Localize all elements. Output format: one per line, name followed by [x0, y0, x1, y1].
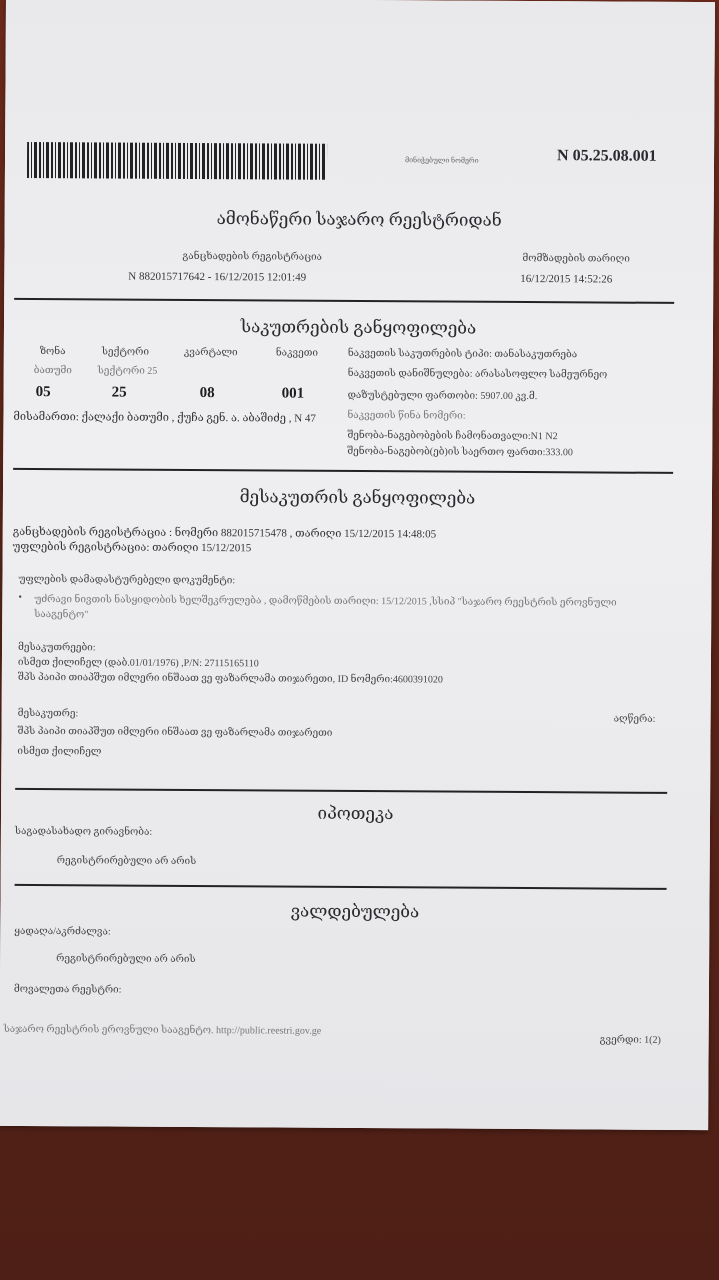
owner-name-individual: ისმეთ ქილიჩელ: [17, 745, 102, 758]
owner-label: მესაკუთრე:: [17, 707, 79, 720]
parcel-code: 001: [281, 385, 305, 402]
obligations-section-title: ვალდებულება: [290, 901, 420, 922]
sector-label: სექტორი: [101, 346, 149, 358]
page-number: გვერდი: 1(2): [599, 1034, 661, 1046]
document-item: უძრავი ნივთის ნასყიდობის ხელშეკრულება , დამოწმების თარიღი: 15/12/2015 ,სსიპ "საჯარო რეესტრის ეროვნული სააგენტო": [34, 594, 617, 621]
issue-date-label: მომზადების თარიღი: [522, 252, 630, 265]
buildings-list: შენობა-ნაგებობების ჩამონათვალი:N1 N2: [347, 429, 558, 443]
divider: [13, 468, 673, 474]
application-registration-value: N 882015717642 - 16/12/2015 12:01:49: [128, 270, 307, 284]
owners-label: მესაკუთრეები:: [18, 641, 96, 654]
bullet-icon: •: [18, 591, 22, 603]
issue-date-value: 16/12/2015 14:52:26: [520, 272, 613, 286]
owner-company: შპს პაიპი თიაპშუთ იმლერი ინშაათ ვე ფაზარლამა თიჯარეთი, ID ნომერი:4600391020: [17, 671, 443, 686]
land-purpose: ნაკვეთის დანიშნულება: არასასოფლო სამეურნეო: [347, 367, 608, 381]
zone-name: ბათუმი: [33, 365, 72, 377]
buildings-area: შენობა-ნაგებობ(ებ)ის საერთო ფართი:333.00: [347, 445, 573, 459]
sector-name: სექტორი 25: [97, 365, 158, 377]
footer-agency: საჯარო რეესტრის ეროვნული სააგენტო. http://public.reestri.gov.ge: [3, 1023, 322, 1037]
zone-code: 05: [35, 384, 51, 401]
property-section-title: საკუთრების განყოფილება: [240, 317, 477, 338]
barcode-image: [27, 142, 327, 180]
ownership-type: ნაკვეთის საკუთრების ტიპი: თანასაკუთრება: [347, 347, 578, 361]
block-code: 08: [199, 385, 215, 402]
owner-section-title: მესაკუთრის განყოფილება: [239, 487, 476, 508]
sector-code: 25: [111, 384, 127, 401]
seizure-value: რეგისტრირებული არ არის: [56, 953, 196, 966]
area: დაზუსტებული ფართობი: 5907.00 კვ.მ.: [347, 389, 538, 403]
debtor-registry-label: მოვალეთა რეესტრი:: [13, 983, 122, 996]
address: მისამართი: ქალაქი ბათუმი , ქუჩა გენ. ა. აბაშიძე , N 47: [13, 410, 316, 425]
owner-name-company: შპს პაიპი თიაპშუთ იმლერი ინშაათ ვე ფაზარლამა თიჯარეთი: [17, 725, 333, 739]
parcel-label: ნაკვეთი: [275, 347, 318, 359]
document-title: ამონაწერი საჯარო რეესტრიდან: [216, 209, 502, 230]
divider: [14, 298, 674, 304]
documents-label: უფლების დამადასტურებელი დოკუმენტი:: [18, 573, 236, 587]
owner-individual: ისმეთ ქილიჩელ (დაბ.01/01/1976) ,P/N: 27115165110: [17, 656, 259, 670]
owner-registration: განცხადების რეგისტრაცია : ნომერი 882015715478 , თარიღი 15/12/2015 14:48:05: [12, 525, 437, 541]
zone-label: ზონა: [39, 346, 66, 358]
document-number: N 05.25.08.001: [557, 147, 657, 165]
mortgage-section-title: იპოთეკა: [317, 803, 394, 824]
tax-lien-value: რეგისტრირებული არ არის: [56, 855, 197, 868]
description-label: აღწერა:: [613, 713, 656, 725]
block-label: კვარტალი: [183, 346, 238, 359]
application-registration-label: განცხადების რეგისტრაცია: [182, 250, 323, 263]
rights-registration: უფლების რეგისტრაცია: თარიღი 15/12/2015: [12, 540, 252, 555]
barcode-caption: მინიჭებული ნომერი: [404, 156, 479, 165]
previous-number: ნაკვეთის წინა ნომერი:: [347, 409, 466, 422]
seizure-label: ყადაღა/აკრძალვა:: [14, 925, 111, 938]
tax-lien-label: საგადასახადო გირავნობა:: [14, 825, 153, 838]
divider: [15, 788, 667, 794]
divider: [15, 884, 667, 890]
